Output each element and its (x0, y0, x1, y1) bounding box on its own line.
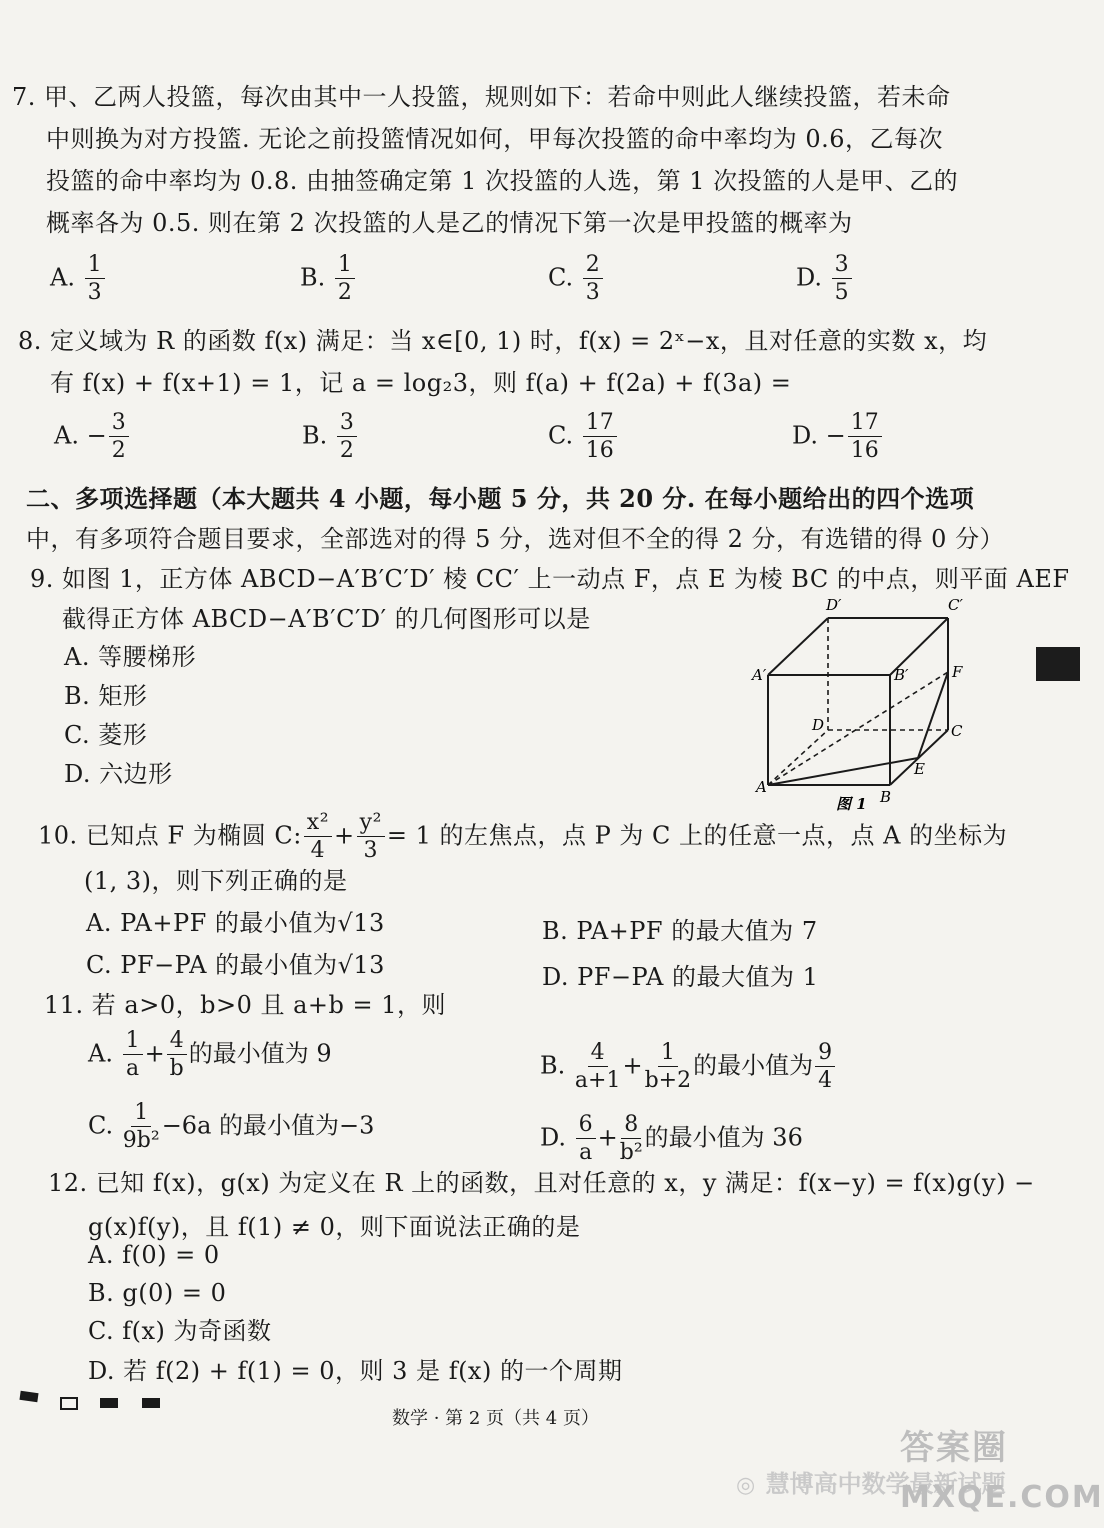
q11-option-d: D. $\frac{6}{a}$ + $\frac{8}{\text{b²}}$ 的最小值为 36 (540, 1112, 803, 1165)
q9-option-c: C. 菱形 (64, 721, 148, 749)
label-a1: A′ (752, 666, 767, 684)
q8-option-a: A. − $\frac{3}{2}$ (54, 412, 131, 462)
q9-line2: 截得正方体 ABCD−A′B′C′D′ 的几何图形可以是 (62, 605, 591, 633)
label-d: D (812, 716, 825, 734)
logo-watermark: 答案圈 (900, 1428, 1008, 1468)
page-footer: 数学 · 第 2 页（共 4 页） (392, 1408, 599, 1429)
wechat-watermark: ◎ 慧博高中数学最新试题 (736, 1470, 1006, 1498)
side-tab-marker (1036, 647, 1080, 681)
label-b1: B′ (894, 666, 909, 684)
q7-option-b: B. $\frac{1}{2}$ (300, 254, 357, 304)
q8-option-c: C. $\frac{17}{16}$ (548, 412, 619, 462)
label-a: A (756, 778, 767, 796)
cube-figure (740, 590, 980, 820)
registration-mark (100, 1398, 118, 1408)
q7-line3: 投篮的命中率均为 0.8. 由抽签确定第 1 次投篮的人选，第 1 次投篮的人是甲、乙的 (46, 167, 959, 195)
q8-line2: 有 f(x) + f(x+1) = 1，记 a = log₂3，则 f(a) + f(2a) + f(3a) = (50, 369, 792, 397)
label-b: B (880, 788, 892, 806)
section2-line2: 中，有多项符合题目要求，全部选对的得 5 分，选对但不全的得 2 分，有选错的得 0 分） (26, 525, 1005, 553)
q8-option-b: B. $\frac{3}{2}$ (302, 412, 359, 462)
q7-option-d: D. $\frac{3}{5}$ (796, 254, 854, 304)
q8-option-d: D. − $\frac{17}{16}$ (792, 412, 884, 462)
site-watermark: MXQE.COM (900, 1480, 1104, 1515)
registration-mark (19, 1391, 38, 1402)
wechat-icon: ◎ (736, 1473, 756, 1498)
q10-option-c: C. PF−PA 的最小值为√13 (86, 951, 385, 979)
q7-line2: 中则换为对方投篮. 无论之前投篮情况如何，甲每次投篮的命中率均为 0.6，乙每次 (46, 125, 944, 153)
label-c: C (951, 722, 963, 740)
q9-option-b: B. 矩形 (64, 682, 148, 710)
q10-line2: (1, 3)，则下列正确的是 (84, 867, 348, 895)
registration-mark (60, 1397, 78, 1410)
label-d1: D′ (826, 596, 842, 614)
q9-option-a: A. 等腰梯形 (64, 643, 197, 671)
label-f: F (952, 663, 963, 681)
q12-option-c: C. f(x) 为奇函数 (88, 1317, 272, 1345)
q10-line1: 10. 已知点 F 为椭圆 C: $\frac{\text{x²}}{4}$ + $\frac{\text{y²}}{3}$ = 1 的左焦点，点 P 为 C 上的任意一点，点 A 的坐标为 (38, 810, 1008, 863)
q9-line1: 9. 如图 1，正方体 ABCD−A′B′C′D′ 棱 CC′ 上一动点 F，点 E 为棱 BC 的中点，则平面 AEF (30, 565, 1070, 593)
q7-option-a: A. $\frac{1}{3}$ (50, 254, 107, 304)
q12-line1: 12. 已知 f(x)，g(x) 为定义在 R 上的函数，且对任意的 x，y 满足：f(x−y) = f(x)g(y) − (48, 1169, 1035, 1197)
q10-option-a: A. PA+PF 的最小值为√13 (86, 909, 385, 937)
label-e: E (914, 760, 925, 778)
registration-mark (142, 1398, 160, 1408)
q12-line2: g(x)f(y)，且 f(1) ≠ 0，则下面说法正确的是 (88, 1213, 581, 1241)
label-c1: C′ (948, 596, 963, 614)
q11-stem: 11. 若 a>0，b>0 且 a+b = 1，则 (44, 991, 447, 1019)
q7-line1: 7. 甲、乙两人投篮，每次由其中一人投篮，规则如下：若命中则此人继续投篮，若未命 (12, 83, 951, 111)
section2-line1: 二、多项选择题（本大题共 4 小题，每小题 5 分，共 20 分. 在每小题给出的四个选项 (26, 484, 975, 513)
q11-option-a: A. $\frac{1}{a}$ + $\frac{4}{b}$ 的最小值为 9 (88, 1028, 332, 1081)
q10-option-d: D. PF−PA 的最大值为 1 (542, 963, 819, 991)
q12-option-d: D. 若 f(2) + f(1) = 0，则 3 是 f(x) 的一个周期 (88, 1357, 623, 1385)
q7-line4: 概率各为 0.5. 则在第 2 次投篮的人是乙的情况下第一次是甲投篮的概率为 (46, 209, 853, 237)
q12-option-b: B. g(0) = 0 (88, 1279, 227, 1307)
q10-option-b: B. PA+PF 的最大值为 7 (542, 917, 818, 945)
q7-option-c: C. $\frac{2}{3}$ (548, 254, 605, 304)
q11-option-b: B. $\frac{4}{a+1}$ + $\frac{1}{b+2}$ 的最小值为 $\frac{9}{4}$ (540, 1042, 837, 1092)
q9-option-d: D. 六边形 (64, 760, 173, 788)
edge-a1-d1 (768, 618, 828, 675)
figure-caption: 图 1 (836, 795, 867, 813)
q11-option-c: C. $\frac{1}{\text{9b²}}$ −6a 的最小值为−3 (88, 1100, 375, 1153)
q8-line1: 8. 定义域为 R 的函数 f(x) 满足：当 x∈[0, 1) 时，f(x) = 2ˣ−x，且对任意的实数 x，均 (18, 327, 988, 355)
q12-option-a: A. f(0) = 0 (88, 1241, 220, 1269)
